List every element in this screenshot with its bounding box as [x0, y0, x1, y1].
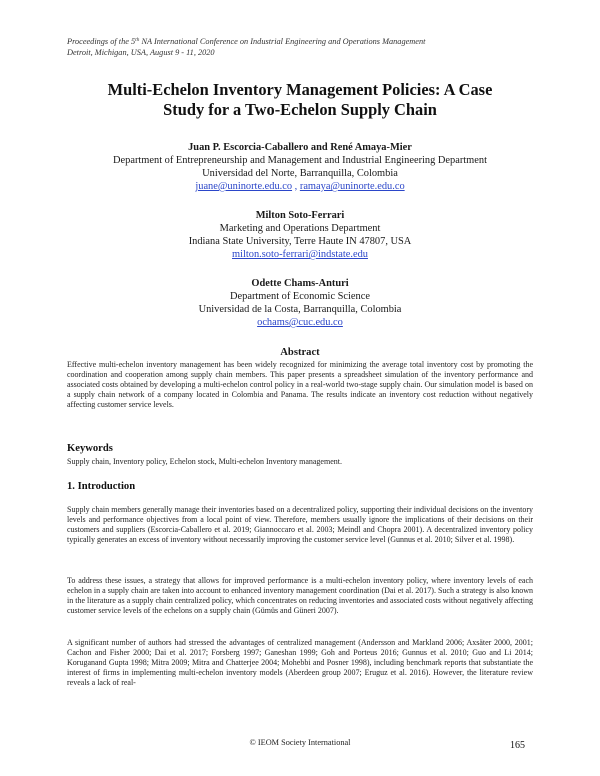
introduction-heading: 1. Introduction — [67, 481, 136, 492]
author-block-1 — [40, 141, 560, 193]
author-block-2 — [40, 209, 560, 261]
page-number: 165 — [510, 740, 525, 751]
intro-paragraph-3: A significant number of authors had stressed the advantages of centralized management (Andersson and Markland 2006; Axsäter 2000, 2001; Cachon and Fisher 2000; Dai et al. 2017; Forsberg 1997; Ganeshan 1999; Goh and Porteus 2016; Gunnus et al. 2010; Guo and Li 2014; Koruganand Gupta 1998; Mitra 2009; Mitra and Chatterjee 2004; Mohebbi and Posner 1998), including benchmark reports that substantiate the interest of firms in implementing multi-echelon inventory models (Aberdeen group 2007; Eruguz et al. 2016). However, the literature review reveals a lack of real- — [67, 638, 533, 688]
author-dept: Marketing and Operations Department — [219, 223, 381, 234]
proceedings-line-1: Proceedings of the 5th NA International Conference on Industrial Engineering and Operations Management — [67, 37, 426, 46]
author-dept: Department of Economic Science — [230, 291, 370, 302]
paper-title — [40, 80, 560, 120]
author-org: Universidad del Norte, Barranquilla, Colombia — [202, 168, 398, 179]
proceedings-line-2: Detroit, Michigan, USA, August 9 - 11, 2020 — [67, 48, 215, 57]
email-link[interactable]: ramaya@uninorte.edu.co — [299, 181, 405, 192]
footer-copyright: © IEOM Society International — [249, 738, 351, 747]
email-link[interactable]: milton.soto-ferrari@indstate.edu — [232, 249, 368, 260]
title-line-2: Study for a Two-Echelon Supply Chain — [163, 100, 437, 119]
author-emails: juane@uninorte.edu.co , ramaya@uninorte.edu.co — [195, 181, 405, 192]
intro-paragraph-1: Supply chain members generally manage their inventories based on a decentralized policy, supporting their individual decisions on the inventory levels and performance objectives from a local point of view. Therefore, members usually ignore the implications of their decisions on their customers and suppliers (Escorcia-Caballero et al. 2019; Giannoccaro et al. 2003; Meindl and Chopra 2001). A decentralized inventory policy typically generates an excess of inventory without necessarily improving the customer service level (Gunnus et al. 2010; Silver et al. 1998). — [67, 505, 533, 545]
proceedings-header — [67, 36, 537, 58]
author-org: Indiana State University, Terre Haute IN 47807, USA — [188, 236, 412, 247]
keywords-text: Supply chain, Inventory policy, Echelon stock, Multi-echelon Inventory management. — [67, 457, 342, 466]
author-name: Odette Chams-Anturi — [251, 278, 349, 289]
author-dept: Department of Entrepreneurship and Management and Industrial Engineering Department — [113, 155, 487, 166]
author-block-3 — [40, 277, 560, 329]
email-link[interactable]: ochams@cuc.edu.co — [257, 317, 343, 328]
intro-paragraph-2: To address these issues, a strategy that allows for improved performance is a multi-echelon inventory policy, where inventory levels of each echelon in a supply chain are taken into account to enhanced inventory management coordination (Dai et al. 2017). Such a strategy is also known in the literature as a supply chain centralized policy, which concentrates on reducing inventories and associated costs without negatively affecting customer service levels of the echelons on a supply chain (Gümüs and Güneri 2007). — [67, 576, 533, 616]
email-link[interactable]: juane@uninorte.edu.co — [195, 181, 293, 192]
title-line-1: Multi-Echelon Inventory Management Policies: A Case — [107, 80, 493, 99]
author-name: Juan P. Escorcia-Caballero and René Amaya-Mier — [188, 142, 412, 153]
author-emails — [40, 248, 560, 261]
abstract-text: Effective multi-echelon inventory management has been widely recognized for minimizing the average total inventory cost by promoting the coordination and cooperation among supply chain members. This paper presents a spreadsheet simulation of the inventory performance and associated costs obtained by developing a multi-echelon control policy in a real-world two-stage supply chain. Our simulation model is based on a supply chain network of a company located in Colombia and Panama. The results indicate an inventory cost reduction without negatively affecting customer service levels. — [67, 360, 533, 410]
author-emails — [40, 316, 560, 329]
abstract-heading: Abstract — [280, 347, 320, 358]
author-org: Universidad de la Costa, Barranquilla, Colombia — [198, 304, 402, 315]
author-name: Milton Soto-Ferrari — [255, 210, 345, 221]
keywords-heading: Keywords — [67, 443, 113, 454]
